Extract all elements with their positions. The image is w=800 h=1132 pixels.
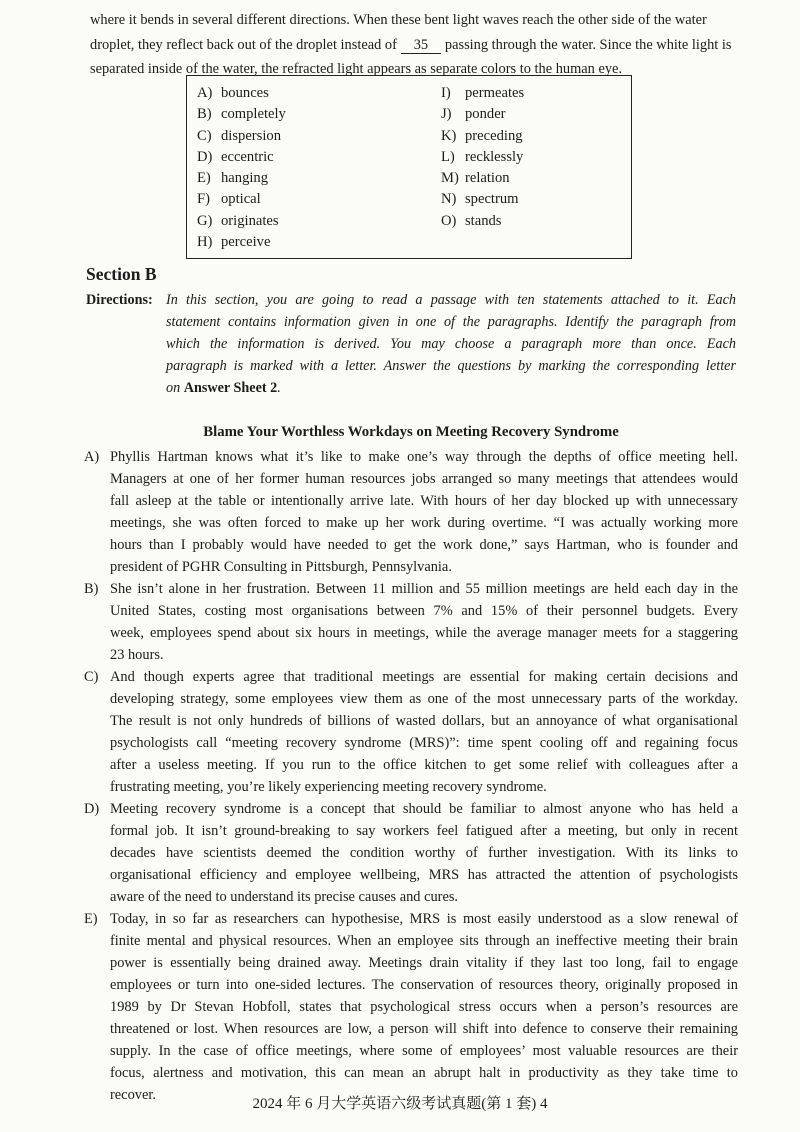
- answer-sheet-ref: Answer Sheet 2: [183, 380, 278, 396]
- directions-line: which the information is derived. You may choose a paragraph more than once. Each: [166, 336, 736, 352]
- intro-line: where it bends in several different directions. When these bent light waves reach the other side of the water: [90, 12, 707, 28]
- section-title: Section B: [86, 264, 157, 284]
- paragraph-line: Meeting recovery syndrome is a concept that should be familiar to almost anyone who has held a: [110, 801, 738, 817]
- paragraph-line: week, employees spend about six hours in meetings, while the average manager meets for a staggering: [110, 625, 738, 641]
- word-option: [197, 104, 286, 125]
- directions: [86, 289, 736, 399]
- option-word: eccentric: [221, 148, 274, 165]
- intro-line: [90, 33, 738, 58]
- option-word: recklessly: [465, 148, 524, 165]
- paragraph-line: psychologists call “meeting recovery syndrome (MRS)”: time spent cooling off and regaining focus: [110, 735, 738, 751]
- paragraph-line: meetings, she was often forced to make up her work during overtime. “I was actually working more: [110, 515, 738, 531]
- word-option: [441, 168, 524, 189]
- paragraph-line: Phyllis Hartman knows what it’s like to make one’s way through the depths of office meeting hell.: [110, 449, 738, 465]
- paragraph-line: And though experts agree that traditional meetings are essential for making certain decisions and: [110, 669, 738, 685]
- word-option: [197, 232, 286, 253]
- paragraph: [84, 908, 738, 1106]
- paragraph-line: employees or turn into one-sided lectures. The conservation of resources theory, originally proposed in: [110, 977, 738, 993]
- intro-line-suffix: passing through the water. Since the white light is: [444, 36, 732, 53]
- option-word: originates: [221, 212, 279, 229]
- word-bank: [186, 75, 632, 259]
- paragraph-line: power is essentially being drained away. Meetings drain vitality if they last too long, fail to engage: [110, 955, 738, 971]
- paragraph-line: recover.: [110, 1087, 156, 1103]
- option-letter: I): [441, 85, 451, 101]
- word-option: [197, 147, 286, 168]
- word-option: [197, 83, 286, 104]
- paragraph-line: formal job. It isn’t ground-breaking to say workers feel fatigued after a meeting, but only in recent: [110, 823, 738, 839]
- option-word: stands: [465, 212, 502, 229]
- paragraph-line: fall asleep at the table or intentionally arrive late. With hours of her day blocked up with unnecessary: [110, 493, 738, 509]
- paragraph-line: aware of the need to understand its precise causes and cures.: [110, 889, 459, 905]
- word-option: [441, 83, 524, 104]
- word-option: [441, 147, 524, 168]
- paragraph: [84, 578, 738, 666]
- option-letter: N): [441, 191, 457, 208]
- paragraph-line: She isn’t alone in her frustration. Between 11 million and 55 million meetings are held each day in the: [110, 581, 738, 597]
- directions-line: paragraph is marked with a letter. Answer the questions by marking the corresponding letter: [166, 358, 736, 374]
- option-word: perceive: [221, 234, 271, 251]
- option-letter: M): [441, 170, 459, 187]
- paragraph-line: focus, alertness and motivation, this can mean an abrupt halt in productivity as they take time to: [110, 1065, 738, 1081]
- option-word: ponder: [465, 106, 506, 123]
- paragraph-body: [110, 908, 738, 1106]
- option-letter: L): [441, 148, 455, 165]
- paragraph-line: supply. In the case of office meetings, where some of employees’ most valuable resources are their: [110, 1043, 738, 1059]
- paragraph-line: finite mental and physical resources. When an employee sits through an ineffective meeting their brain: [110, 933, 738, 949]
- directions-text: [166, 289, 736, 399]
- paragraph-label: B): [84, 581, 99, 597]
- option-letter: H): [197, 234, 213, 251]
- paragraph-body: [110, 666, 738, 798]
- directions-line: statement contains information given in one of the paragraphs. Identify the paragraph from: [166, 314, 736, 330]
- option-letter: B): [197, 106, 212, 123]
- directions-line: [166, 377, 736, 399]
- paragraph-label: A): [84, 449, 100, 465]
- paragraph-label: D): [84, 801, 100, 817]
- option-letter: D): [197, 148, 213, 165]
- paragraph-line: threatened or lost. When resources are low, a person will shift into defence to conserve their remaining: [110, 1021, 738, 1037]
- paragraph: [84, 446, 738, 578]
- paragraph-body: [110, 798, 738, 908]
- word-option: [441, 104, 524, 125]
- intro-text: [90, 8, 738, 82]
- option-word: optical: [221, 191, 261, 208]
- directions-last-prefix: on: [166, 380, 181, 396]
- option-word: preceding: [465, 127, 523, 144]
- word-bank-right-column: [441, 83, 524, 232]
- option-letter: C): [197, 127, 212, 144]
- option-word: bounces: [221, 85, 269, 101]
- option-letter: F): [197, 191, 210, 208]
- intro-line: separated inside of the water, the refracted light appears as separate colors to the human eye.: [90, 61, 623, 77]
- word-option: [197, 126, 286, 147]
- paragraph: [84, 798, 738, 908]
- option-word: spectrum: [465, 191, 519, 208]
- word-option: [441, 189, 524, 210]
- option-letter: E): [197, 170, 211, 187]
- option-letter: J): [441, 106, 452, 123]
- word-option: [197, 189, 286, 210]
- directions-label: Directions:: [86, 292, 153, 308]
- blank-35[interactable]: 35: [401, 37, 441, 54]
- paragraph-line: hours than I probably would have needed to get the work done,” says Hartman, who is founder and: [110, 537, 738, 553]
- paragraph-line: frustrating meeting, you’re likely experiencing meeting recovery syndrome.: [110, 779, 547, 795]
- option-letter: A): [197, 85, 213, 101]
- word-option: [197, 168, 286, 189]
- word-option: [441, 126, 524, 147]
- passage-title: Blame Your Worthless Workdays on Meeting Recovery Syndrome: [203, 424, 619, 440]
- option-word: relation: [465, 170, 510, 187]
- paragraph-line: United States, costing most organisations between 7% and 15% of their personnel budgets. Every: [110, 603, 738, 619]
- directions-line: In this section, you are going to read a passage with ten statements attached to it. Each: [166, 292, 736, 308]
- paragraph-label: C): [84, 669, 99, 685]
- option-word: dispersion: [221, 127, 281, 144]
- option-letter: O): [441, 212, 457, 229]
- paragraph-line: The result is not only hundreds of billions of wasted dollars, but an annoyance of what organisational: [110, 713, 738, 729]
- option-word: permeates: [465, 85, 525, 101]
- paragraph-line: organisational efficiency and employee wellbeing, MRS has attracted the attention of psychologists: [110, 867, 738, 883]
- passage-paragraphs: [84, 446, 738, 1106]
- paragraph-line: 1989 by Dr Stevan Hobfoll, states that psychological stress occurs when a person’s resources are: [110, 999, 738, 1015]
- intro-line-prefix: droplet, they reflect back out of the droplet instead of: [90, 36, 397, 53]
- paragraph-line: Managers at one of her former human resources jobs arranged so many meetings that attendees would: [110, 471, 738, 487]
- paragraph-line: decades have scientists deemed the condition worthy of further investigation. With its links to: [110, 845, 738, 861]
- paragraph-line: 23 hours.: [110, 647, 164, 663]
- paragraph-label: E): [84, 911, 98, 927]
- option-letter: G): [197, 212, 213, 229]
- word-option: [197, 211, 286, 232]
- directions-last-suffix: .: [277, 380, 281, 396]
- paragraph-line: after a useless meeting. If you run to the office kitchen to get some relief with colleagues after a: [110, 757, 738, 773]
- paragraph-body: [110, 578, 738, 666]
- paragraph-line: president of PGHR Consulting in Pittsburgh, Pennsylvania.: [110, 559, 452, 575]
- page-footer: 2024 年 6 月大学英语六级考试真题(第 1 套) 4: [252, 1096, 548, 1112]
- paragraph-body: [110, 446, 738, 578]
- word-option: [441, 211, 524, 232]
- option-word: hanging: [221, 170, 269, 187]
- paragraph: [84, 666, 738, 798]
- word-bank-left-column: [197, 83, 286, 253]
- option-letter: K): [441, 127, 457, 144]
- paragraph-line: Today, in so far as researchers can hypothesise, MRS is most easily understood as a slow renewal of: [110, 911, 738, 927]
- paragraph-line: developing strategy, some employees view them as one of the most unnecessary parts of the workday.: [110, 691, 738, 707]
- option-word: completely: [221, 106, 286, 123]
